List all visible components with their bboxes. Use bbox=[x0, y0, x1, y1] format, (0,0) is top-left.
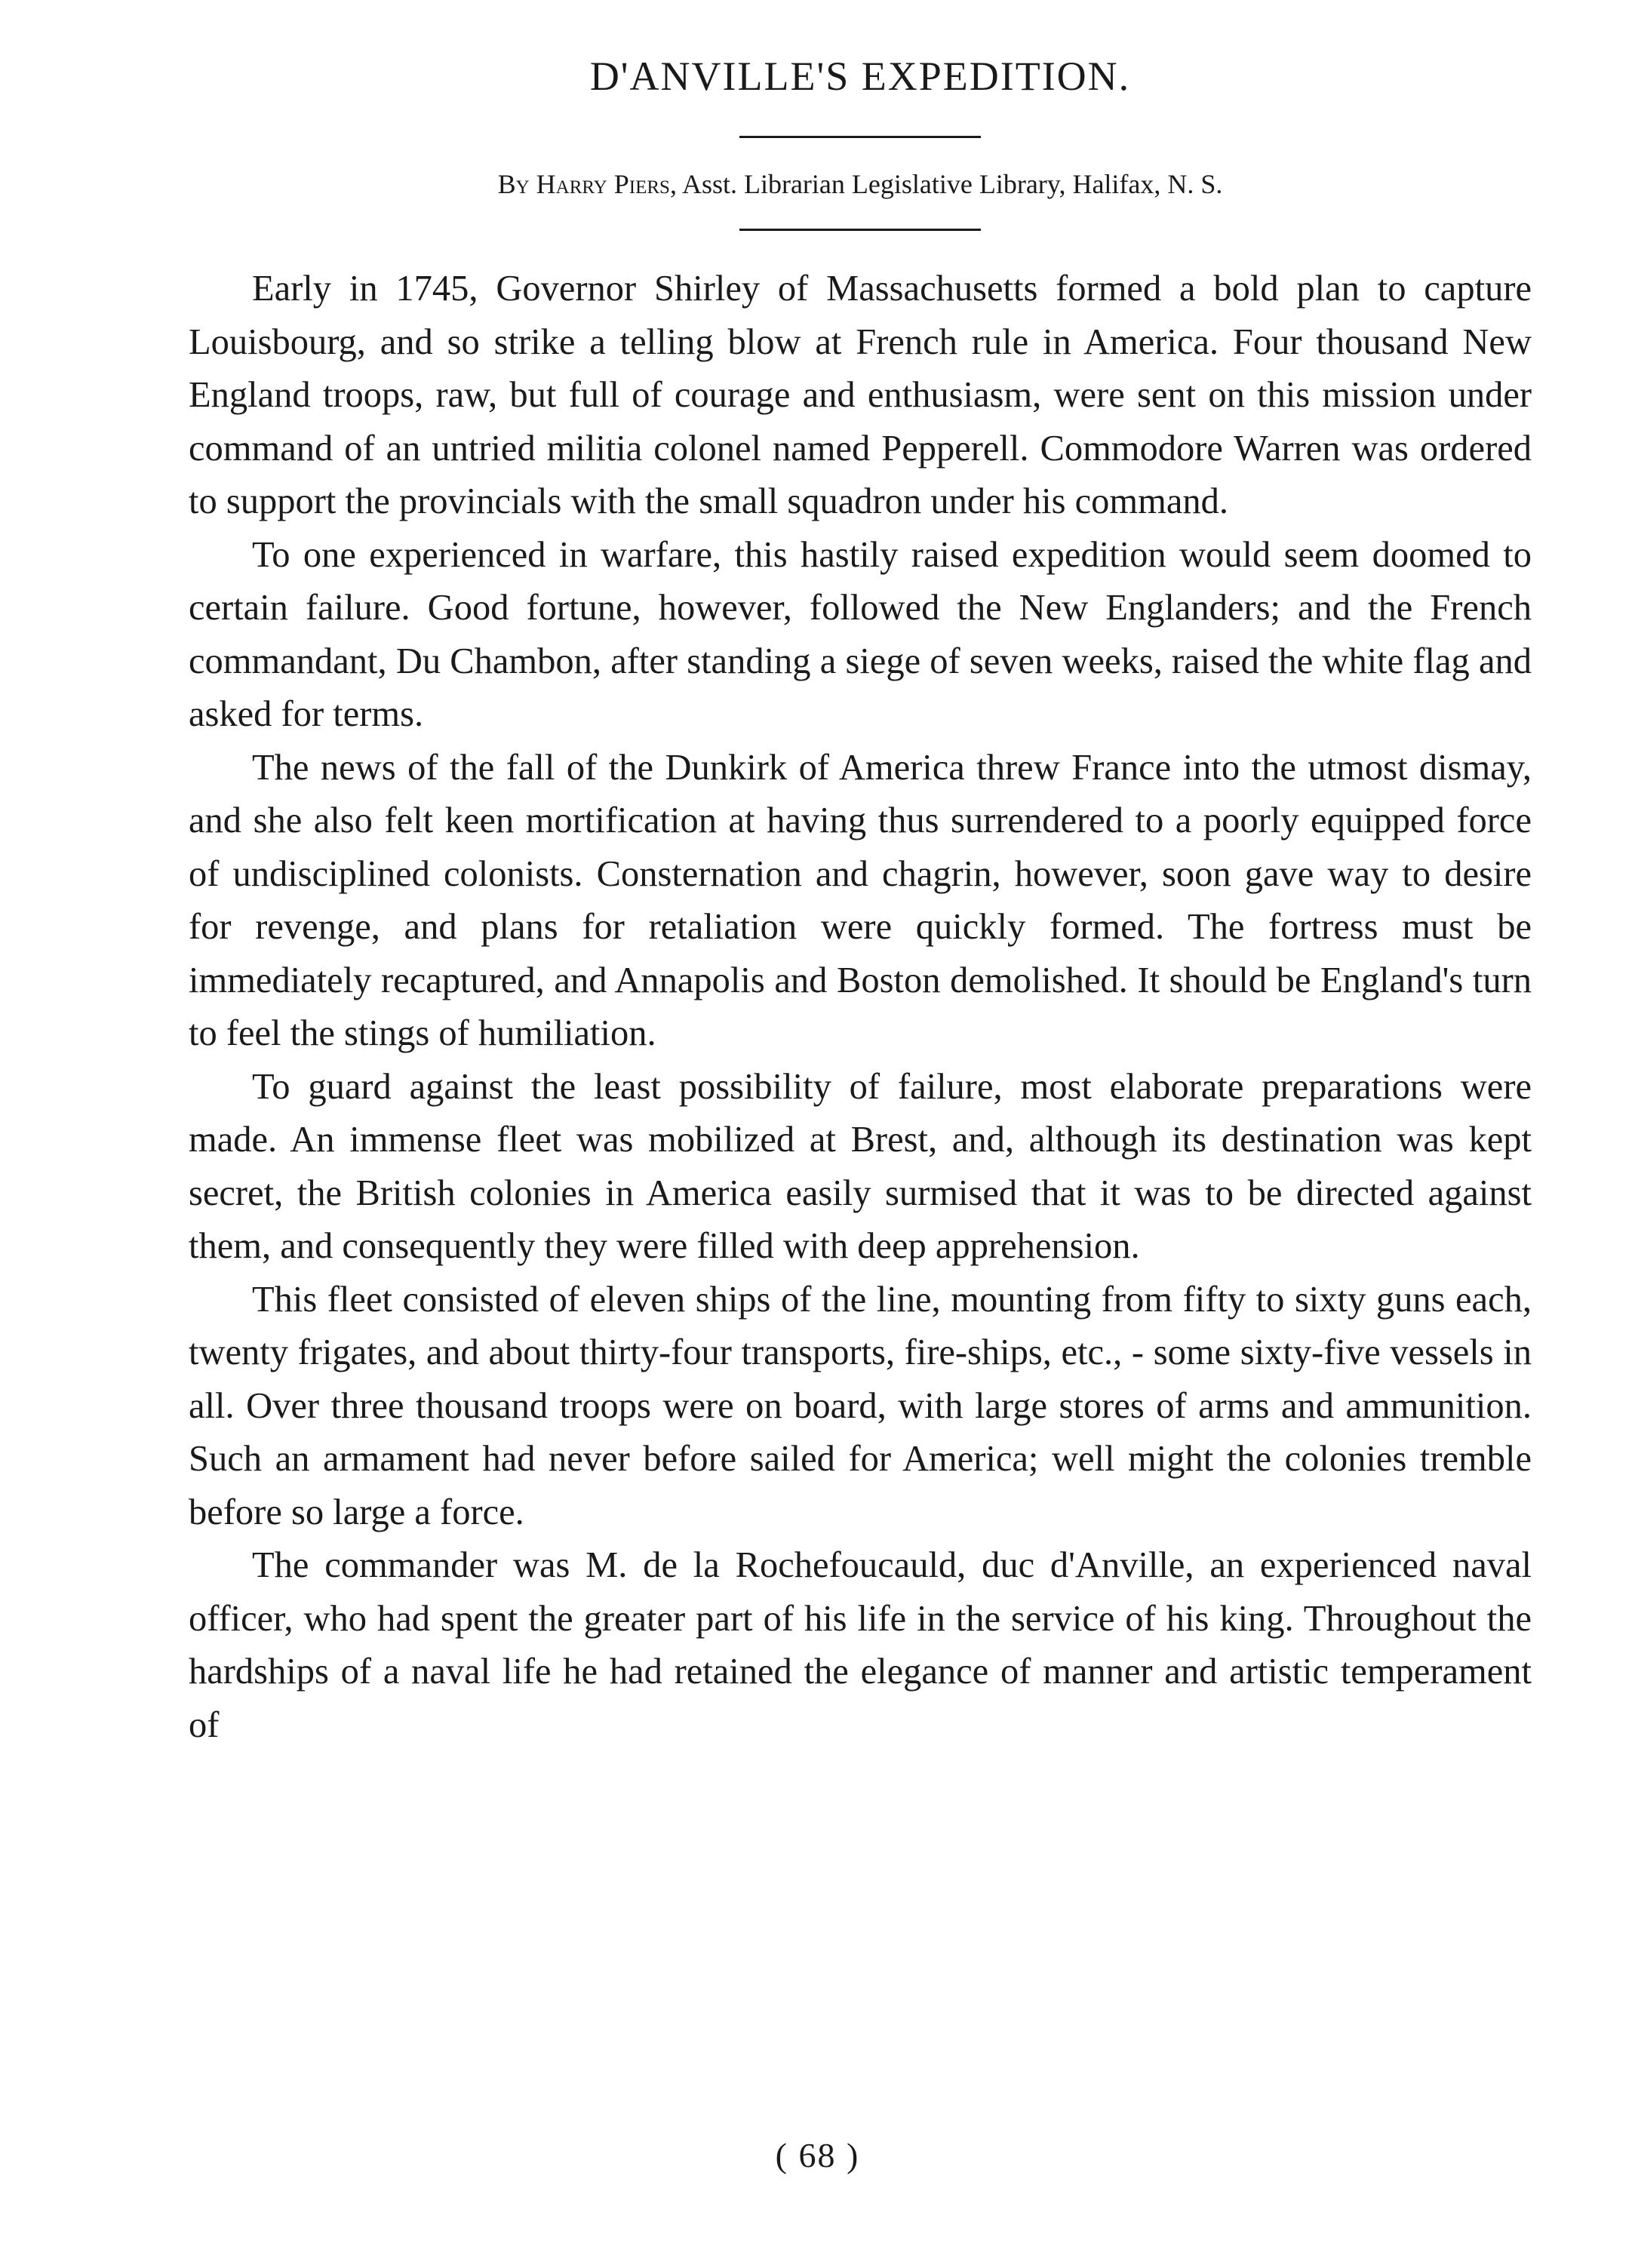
title-rule bbox=[739, 136, 981, 138]
page bbox=[189, 45, 1532, 1752]
paragraph: To guard against the least possibility of failure, most elaborate preparations were made. An immense fleet was mobilized at Brest, and, although its destination was kept secret, the British colonies in America easily surmised that it was to be directed against them, and consequently they were filled with deep apprehension. bbox=[189, 1066, 1532, 1266]
byline-rest: , Asst. Librarian Legislative Library, Halifax, N. S. bbox=[669, 169, 1223, 199]
article-title: D'ANVILLE'S EXPEDITION. bbox=[589, 54, 1131, 99]
paragraph: To one experienced in warfare, this hastily raised expedition would seem doomed to certain failure. Good fortune, however, followed the New Englanders; and the French commandant, Du Chambon, after standing a siege of seven weeks, raised the white flag and asked for terms. bbox=[189, 534, 1532, 734]
paragraph: The news of the fall of the Dunkirk of America threw France into the utmost dismay, and she also felt keen mortification at having thus surrendered to a poorly equipped force of undisciplined colonists. Consternation and chagrin, however, soon gave way to desire for revenge, and plans for retaliation were quickly formed. The fortress must be immediately recaptured, and Annapolis and Boston demolished. It should be England's turn to feel the stings of humiliation. bbox=[189, 747, 1532, 1053]
paragraph: The commander was M. de la Rochefoucauld, duc d'Anville, an experienced naval officer, who had spent the greater part of his life in the service of his king. Throughout the hardships of a naval life he had retained the elegance of manner and artistic temperament of bbox=[189, 1545, 1532, 1745]
byline-prefix: By bbox=[497, 169, 530, 199]
article-body bbox=[189, 263, 1532, 1752]
paragraph: Early in 1745, Governor Shirley of Massachusetts formed a bold plan to capture Louisbourg, and so strike a telling blow at French rule in America. Four thousand New England troops, raw, but full of courage and enthusiasm, were sent on this mission under command of an untried militia colonel named Pepperell. Commodore Warren was ordered to support the provincials with the small squadron under his command. bbox=[189, 269, 1532, 521]
byline bbox=[189, 168, 1532, 200]
byline-rule bbox=[739, 229, 981, 231]
page-number: ( 68 ) bbox=[775, 2136, 860, 2174]
paragraph: This fleet consisted of eleven ships of the line, mounting from fifty to sixty guns each, twenty frigates, and about thirty-four transports, fire-ships, etc., - some sixty-five vessels in all. Over three thousand troops were on board, with large stores of arms and ammunition. Such an armament had never before sailed for America; well might the colonies tremble before so large a force. bbox=[189, 1279, 1532, 1532]
byline-author: Harry Piers bbox=[536, 169, 670, 199]
